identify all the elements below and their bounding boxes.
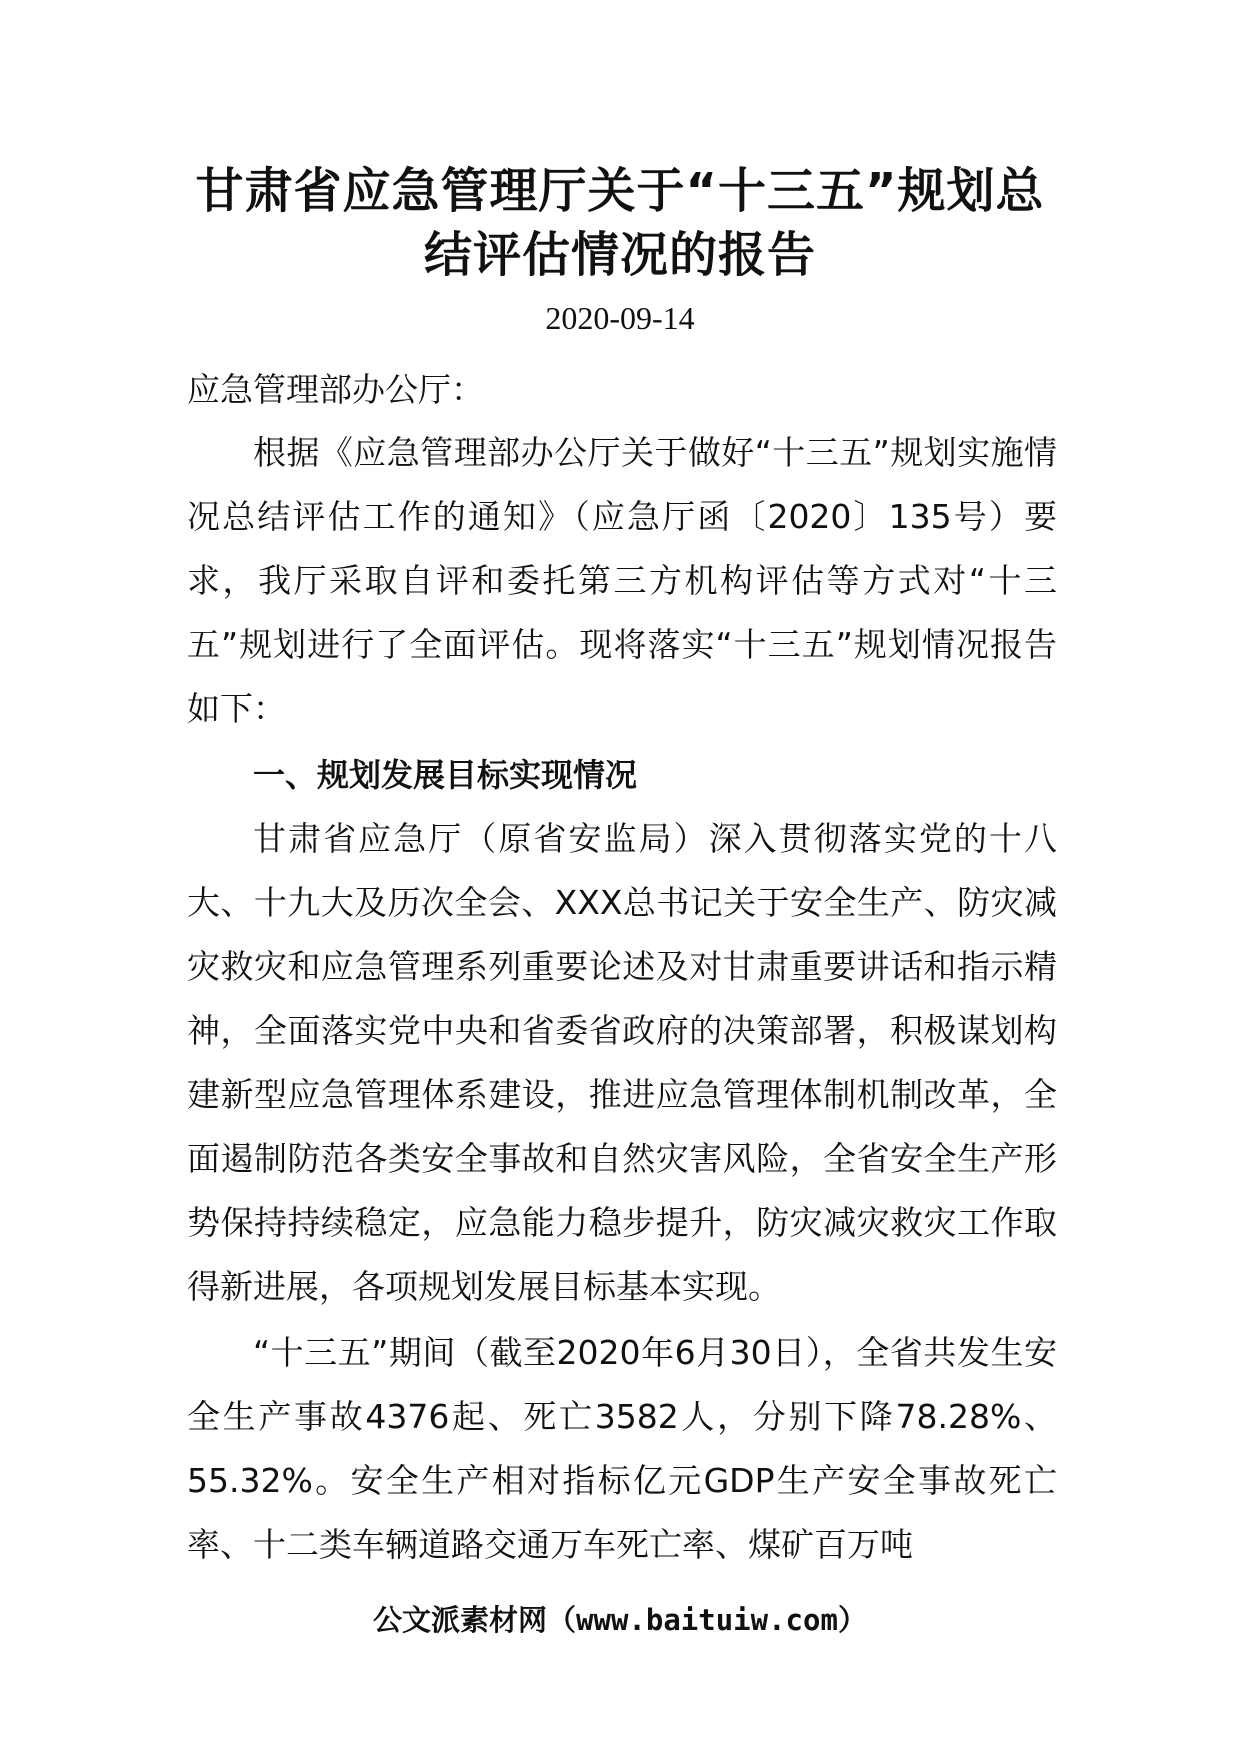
document-date: 2020-09-14 [545, 300, 695, 336]
salutation: 应急管理部办公厅： [187, 370, 484, 409]
footer-site-name: 公文派素材网 [373, 1603, 548, 1637]
paragraph-intro: 根据《应急管理部办公厅关于做好“十三五”规划实施情况总结评估工作的通知》（应急厅函〔2020〕135号）要求，我厅采取自评和委托第三方机构评估等方式对“十三五”规划进行了全面评估。现将落实“十三五”规划情况报告如下： [187, 433, 1057, 728]
footer-site-url: （www.baituiw.com） [547, 1603, 867, 1637]
paragraph-statistics: “十三五”期间（截至2020年6月30日），全省共发生安全生产事故4376起、死亡3582人，分别下降78.28%、55.32%。安全生产相对指标亿元GDP生产安全事故死亡率、十二类车辆道路交通万车死亡率、煤矿百万吨 [187, 1333, 1057, 1564]
document-title-line2: 结评估情况的报告 [423, 227, 816, 283]
footer-watermark [150, 1600, 1090, 1640]
document-title-line1: 甘肃省应急管理厅关于“十三五”规划总 [195, 163, 1045, 219]
section-heading: 一、规划发展目标实现情况 [253, 756, 638, 794]
paragraph-goals: 甘肃省应急厅（原省安监局）深入贯彻落实党的十八大、十九大及历次全会、XXX总书记关于安全生产、防灾减灾救灾和应急管理系列重要论述及对甘肃重要讲话和指示精神，全面落实党中央和省委省政府的决策部署，积极谋划构建新型应急管理体系建设，推进应急管理体制机制改革，全面遏制防范各类安全事故和自然灾害风险，全省安全生产形势保持持续稳定，应急能力稳步提升，防灾减灾救灾工作取得新进展，各项规划发展目标基本实现。 [187, 819, 1057, 1306]
